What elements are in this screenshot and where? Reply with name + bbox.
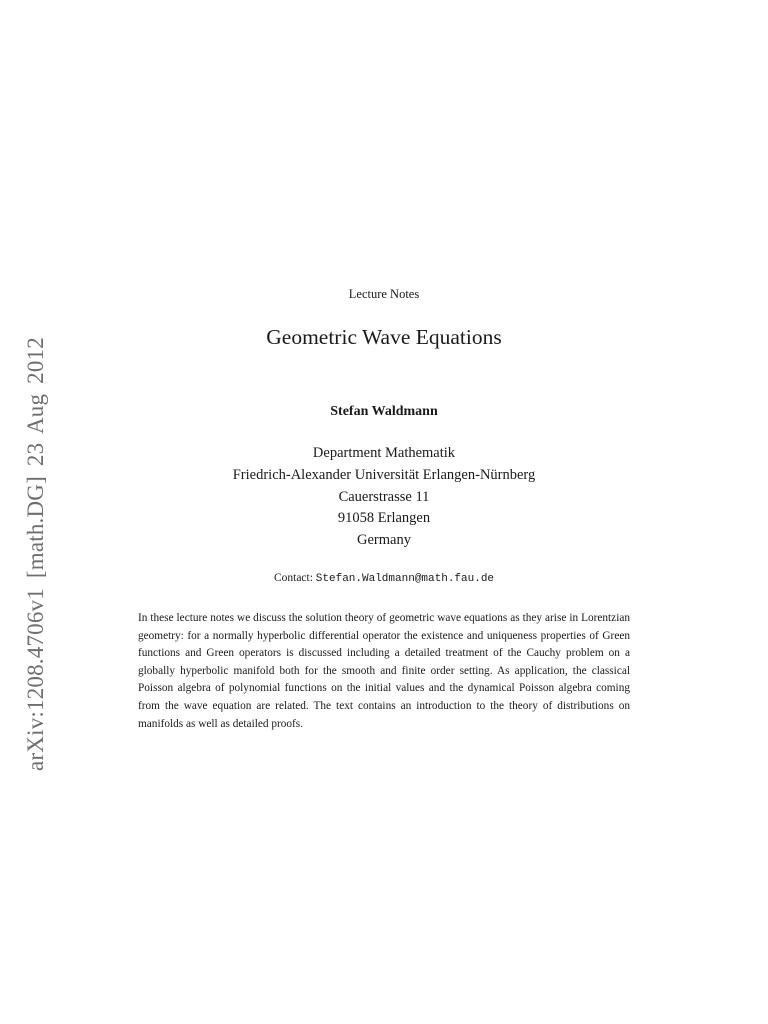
- contact-line: [0, 572, 768, 585]
- document-type-label: Lecture Notes: [348, 287, 420, 301]
- contact-label: Contact:: [273, 572, 313, 584]
- abstract-paragraph: In these lecture notes we discuss the solution theory of geometric wave equations as they arise in Lorentzian geometry: for a normally hyperbolic differential operator the existence and uniqueness properties of Green functions and Green operators is discussed including a detailed treatment of the Cauchy problem on a globally hyperbolic manifold both for the smooth and finite order setting. As application, the classical Poisson algebra of polynomial functions on the initial values and the dynamical Poisson algebra coming from the wave equation are related. The text contains an introduction to the theory of distributions on manifolds as well as detailed proofs.: [138, 612, 630, 730]
- arxiv-identifier-stamp: arXiv:1208.4706v1 [math.DG] 23 Aug 2012: [23, 337, 48, 771]
- affiliation-university: Friedrich-Alexander Universität Erlangen-Nürnberg: [232, 466, 536, 483]
- author-name: Stefan Waldmann: [330, 404, 438, 419]
- affiliation-street: Cauerstrasse 11: [338, 488, 430, 505]
- author-affiliation: [0, 443, 768, 552]
- affiliation-city: 91058 Erlangen: [337, 510, 431, 527]
- affiliation-country: Germany: [357, 532, 411, 549]
- contact-email: Stefan.Waldmann@math.fau.de: [315, 573, 495, 585]
- affiliation-department: Department Mathematik: [312, 445, 456, 461]
- paper-title: Geometric Wave Equations: [266, 325, 502, 349]
